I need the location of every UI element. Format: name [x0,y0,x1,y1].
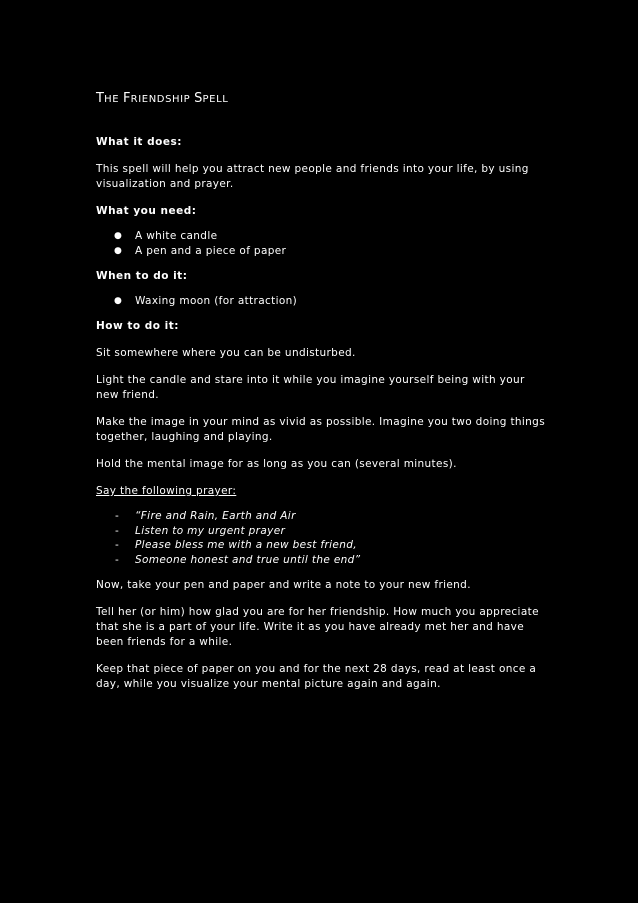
prayer-line-text: “Fire and Rain, Earth and Air [135,510,296,522]
document-content [96,91,548,704]
title-smallcaps-pell: PELL [202,94,229,105]
prayer-line-text: Please bless me with a new best friend, [135,539,357,551]
title-initial-t: T [96,91,105,106]
list-what-you-need [96,229,548,259]
bullet-icon: ● [114,231,123,241]
page-title [96,91,548,108]
prayer-line [96,509,548,524]
paragraph-step-2: Light the candle and stare into it while you imagine yourself being with your new friend. [96,374,525,401]
paragraph-step-7: Keep that piece of paper on you and for the next 28 days, read at least once a day, while you visualize your mental picture again and again. [96,663,537,690]
list-item-text: A pen and a piece of paper [135,245,287,257]
list-item-text: A white candle [135,230,218,242]
dash-icon: - [115,553,120,566]
heading-how-to-do-it: How to do it: [96,320,179,332]
title-initial-s: S [194,91,203,106]
prayer-line [96,553,548,568]
dash-icon: - [115,539,120,551]
paragraph-step-3: Make the image in your mind as vivid as possible. Imagine you two doing things together, laughing and playing. [96,416,546,443]
paragraph-step-1: Sit somewhere where you can be undisturbed. [96,347,356,359]
heading-what-you-need: What you need: [96,205,197,217]
prayer-line [96,524,548,539]
list-item [96,294,548,309]
list-item [96,229,548,244]
prayer-lines [96,509,548,567]
bullet-icon: ● [114,246,123,256]
title-smallcaps-he: HE [104,94,123,105]
title-initial-f: F [122,91,131,106]
bullet-icon: ● [114,296,123,306]
list-when-to-do-it [96,294,548,309]
prayer-line [96,538,548,553]
list-item-text: Waxing moon (for attraction) [135,295,298,307]
dash-icon: - [115,524,120,537]
paragraph-step-6: Tell her (or him) how glad you are for her friendship. How much you appreciate that she is a part of your life. Write it as you have already met her and have been friends for a while. [96,606,539,648]
dash-icon: - [115,510,120,522]
title-smallcaps-riendship: RIENDSHIP [130,94,195,105]
prayer-line-text: Listen to my urgent prayer [135,524,286,537]
paragraph-step-5: Now, take your pen and paper and write a note to your new friend. [96,579,471,591]
heading-when-to-do-it: When to do it: [96,270,188,282]
paragraph-what-it-does: This spell will help you attract new people and friends into your life, by using visualization and prayer. [96,163,529,190]
prayer-line-text: Someone honest and true until the end” [135,553,361,566]
paragraph-step-4: Hold the mental image for as long as you can (several minutes). [96,458,457,470]
list-item [96,244,548,259]
heading-what-it-does: What it does: [96,136,182,148]
prayer-intro: Say the following prayer: [96,485,237,497]
